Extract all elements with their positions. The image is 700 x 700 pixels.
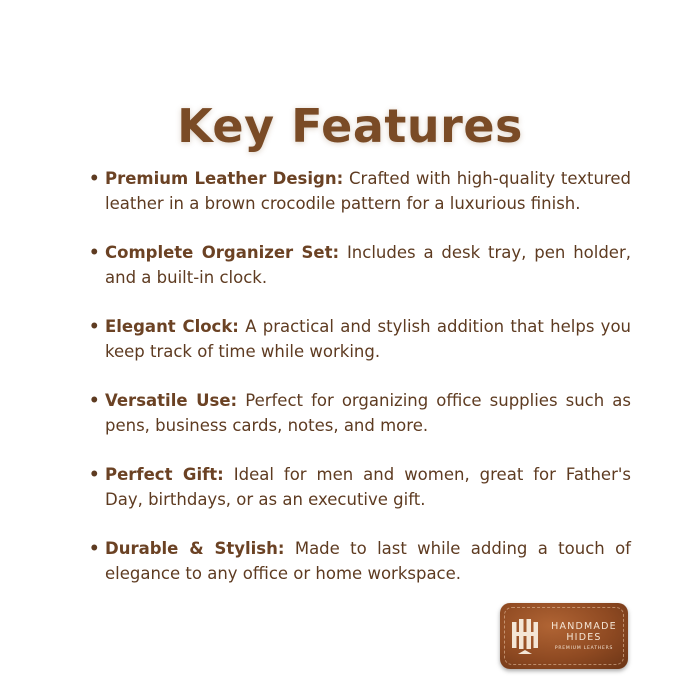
feature-title: Durable & Stylish: xyxy=(105,539,285,558)
feature-text: Ideal for men and women, great for Father's Day, birthdays, or as an executive gift. xyxy=(105,465,631,509)
feature-title: Perfect Gift: xyxy=(105,465,224,484)
features-list xyxy=(86,166,631,610)
brand-monogram-icon xyxy=(508,616,542,656)
bullet-icon: • xyxy=(89,539,100,558)
feature-title: Complete Organizer Set: xyxy=(105,243,340,262)
feature-item xyxy=(86,314,631,364)
feature-item xyxy=(86,166,631,216)
brand-line-2: HIDES xyxy=(566,632,602,643)
feature-title: Elegant Clock: xyxy=(105,317,239,336)
bullet-icon: • xyxy=(89,243,100,262)
bullet-icon: • xyxy=(89,465,100,484)
feature-text: Includes a desk tray, pen holder, and a built-in clock. xyxy=(105,243,631,287)
page-title: Key Features xyxy=(177,98,523,153)
feature-text: Perfect for organizing office supplies such as pens, business cards, notes, and more. xyxy=(105,391,631,435)
bullet-icon: • xyxy=(89,391,100,410)
feature-title: Versatile Use: xyxy=(105,391,238,410)
feature-text: Made to last while adding a touch of elegance to any office or home workspace. xyxy=(105,539,631,583)
brand-tagline: PREMIUM LEATHERS xyxy=(554,646,614,651)
brand-logo-badge xyxy=(500,603,628,669)
feature-item xyxy=(86,536,631,586)
feature-title: Premium Leather Design: xyxy=(105,169,344,188)
feature-item xyxy=(86,462,631,512)
bullet-icon: • xyxy=(89,169,100,188)
brand-line-1: HANDMADE xyxy=(551,621,617,632)
bullet-icon: • xyxy=(89,317,100,336)
feature-text: Crafted with high-quality textured leather in a brown crocodile pattern for a luxurious finish. xyxy=(105,169,631,213)
feature-item xyxy=(86,240,631,290)
feature-item xyxy=(86,388,631,438)
brand-name xyxy=(545,621,623,651)
feature-text: A practical and stylish addition that helps you keep track of time while working. xyxy=(105,317,631,361)
